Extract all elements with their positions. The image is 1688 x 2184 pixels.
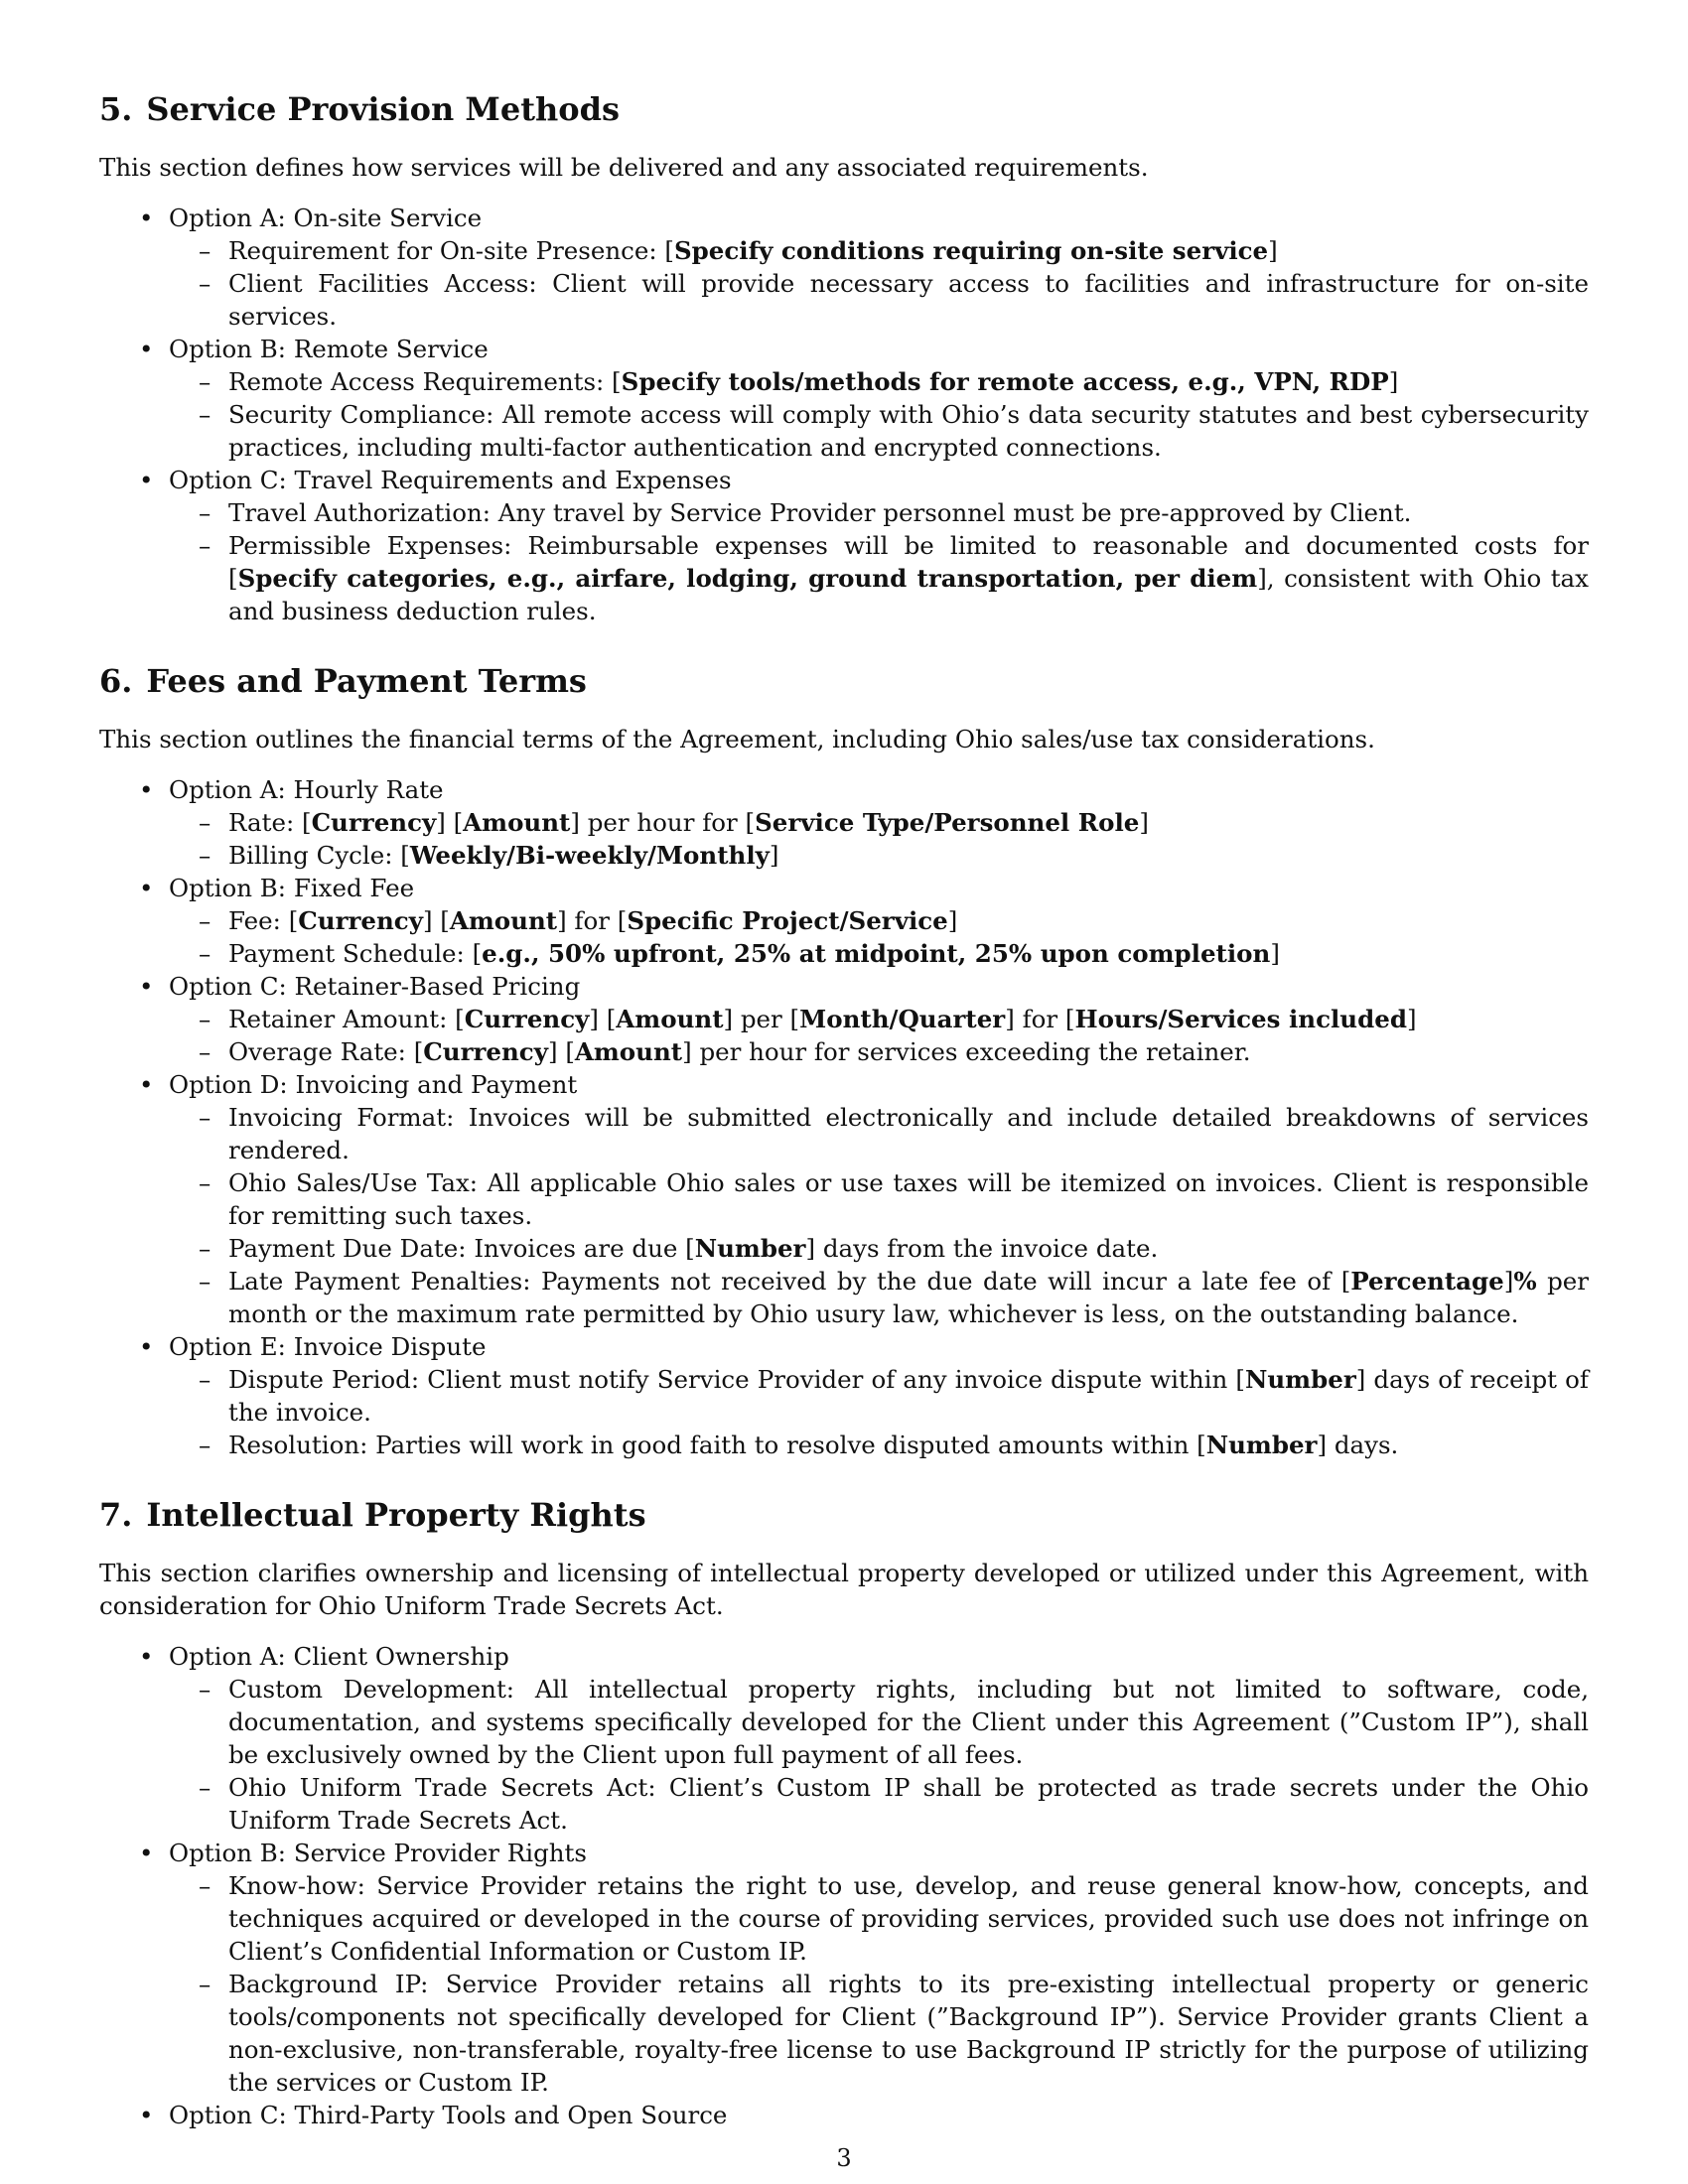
placeholder-text: Number bbox=[1205, 1431, 1318, 1459]
option-label: Option D: Invoicing and Payment bbox=[169, 1070, 578, 1099]
text-run: Invoicing Format: Invoices will be submitted electronically and include detailed breakdowns of services rendered. bbox=[228, 1103, 1589, 1164]
option-item bbox=[99, 2099, 1589, 2131]
placeholder-text: Specify categories, e.g., airfare, lodging, ground transportation, per diem bbox=[237, 564, 1258, 593]
text-run: Resolution: Parties will work in good faith to resolve disputed amounts within [ bbox=[228, 1431, 1206, 1459]
sub-item bbox=[169, 839, 1589, 872]
sub-list bbox=[169, 1003, 1589, 1068]
placeholder-text: Currency bbox=[311, 808, 437, 837]
text-run: Rate: [ bbox=[228, 808, 312, 837]
section-title: Service Provision Methods bbox=[146, 90, 620, 128]
text-run: Ohio Uniform Trade Secrets Act: Client’s Custom IP shall be protected as trade secrets under the Ohio Uniform Trade Secrets Act. bbox=[228, 1773, 1589, 1835]
text-run: per month or the maximum rate permitted by Ohio usury law, whichever is less, on the outstanding balance. bbox=[228, 1267, 1589, 1328]
placeholder-text: Service Type/Personnel Role bbox=[755, 808, 1140, 837]
sub-item bbox=[169, 937, 1589, 970]
text-run: ] [ bbox=[436, 808, 464, 837]
option-list bbox=[99, 1640, 1589, 2131]
section-number: 7. bbox=[99, 1496, 133, 1534]
text-run: ] bbox=[1388, 367, 1399, 396]
text-run: Security Compliance: All remote access will comply with Ohio’s data security statutes and best cybersecurity practices, including multi-factor authentication and encrypted connections. bbox=[228, 400, 1589, 462]
text-run: ] bbox=[1139, 808, 1149, 837]
option-label: Option C: Travel Requirements and Expenses bbox=[169, 466, 732, 494]
text-run: ] for [ bbox=[557, 906, 628, 935]
option-label: Option B: Fixed Fee bbox=[169, 874, 415, 902]
placeholder-text: Weekly/Bi-weekly/Monthly bbox=[409, 841, 770, 870]
placeholder-text: e.g., 50% upfront, 25% at midpoint, 25% upon completion bbox=[482, 939, 1271, 968]
placeholder-text: Currency bbox=[298, 906, 423, 935]
text-run: Permissible Expenses: Reimbursable expenses will be limited to reasonable and documented costs for [ bbox=[228, 531, 1589, 593]
text-run: Overage Rate: [ bbox=[228, 1037, 424, 1066]
text-run: ] bbox=[1270, 939, 1280, 968]
sub-list bbox=[169, 1101, 1589, 1330]
option-item bbox=[99, 333, 1589, 464]
placeholder-text: Amount bbox=[449, 906, 558, 935]
sub-list bbox=[169, 496, 1589, 627]
section-title: Intellectual Property Rights bbox=[146, 1496, 646, 1534]
sub-item bbox=[169, 1101, 1589, 1166]
text-run: ] [ bbox=[422, 906, 450, 935]
sub-item bbox=[169, 496, 1589, 529]
sub-item bbox=[169, 1363, 1589, 1429]
text-run: ] bbox=[769, 841, 779, 870]
text-run: ] days. bbox=[1317, 1431, 1399, 1459]
placeholder-text: Number bbox=[694, 1234, 806, 1263]
option-item bbox=[99, 1330, 1589, 1461]
sub-item bbox=[169, 1265, 1589, 1330]
option-list bbox=[99, 773, 1589, 1461]
option-label: Option C: Retainer-Based Pricing bbox=[169, 972, 581, 1001]
text-run: ] per hour for [ bbox=[570, 808, 756, 837]
text-run: ] bbox=[947, 906, 958, 935]
placeholder-text: Currency bbox=[464, 1005, 590, 1033]
placeholder-text: Specific Project/Service bbox=[627, 906, 948, 935]
section-5 bbox=[99, 89, 1589, 627]
sub-item bbox=[169, 398, 1589, 464]
placeholder-text: Specify tools/methods for remote access, e.g., VPN, RDP bbox=[621, 367, 1389, 396]
text-run: Dispute Period: Client must notify Service Provider of any invoice dispute within [ bbox=[228, 1365, 1245, 1394]
text-run: Payment Schedule: [ bbox=[228, 939, 483, 968]
sub-item bbox=[169, 806, 1589, 839]
option-item bbox=[99, 1837, 1589, 2099]
sub-item bbox=[169, 529, 1589, 627]
text-run: ] [ bbox=[547, 1037, 575, 1066]
section-intro: This section outlines the financial terms of the Agreement, including Ohio sales/use tax considerations. bbox=[99, 725, 1375, 753]
option-label: Option A: On-site Service bbox=[169, 204, 483, 232]
option-item bbox=[99, 202, 1589, 333]
sub-item bbox=[169, 1166, 1589, 1232]
text-run: Requirement for On-site Presence: [ bbox=[228, 236, 674, 265]
text-run: ] bbox=[1406, 1005, 1417, 1033]
section-heading bbox=[99, 1495, 1589, 1535]
page-number: 3 bbox=[836, 2144, 852, 2172]
sub-list bbox=[169, 1363, 1589, 1461]
text-run: ] days of receipt of the invoice. bbox=[228, 1365, 1589, 1427]
text-run: ] bbox=[1503, 1267, 1514, 1296]
section-number: 6. bbox=[99, 662, 133, 700]
sub-list bbox=[169, 365, 1589, 464]
sub-list bbox=[169, 904, 1589, 970]
sub-list bbox=[169, 1869, 1589, 2099]
placeholder-text: Amount bbox=[616, 1005, 724, 1033]
section-heading bbox=[99, 661, 1589, 701]
text-run: Custom Development: All intellectual property rights, including but not limited to software, code, documentation, and systems specifically developed for the Client under this Agreement (”Custom IP”), shall be exclusively owned by the Client upon full payment of all fees. bbox=[228, 1675, 1589, 1769]
sub-item bbox=[169, 365, 1589, 398]
section-intro: This section defines how services will be delivered and any associated requirements. bbox=[99, 153, 1149, 182]
text-run: ] per hour for services exceeding the retainer. bbox=[682, 1037, 1251, 1066]
option-label: Option B: Service Provider Rights bbox=[169, 1839, 587, 1867]
text-run: Travel Authorization: Any travel by Service Provider personnel must be pre-approved by Client. bbox=[228, 498, 1412, 527]
section-7 bbox=[99, 1495, 1589, 2131]
sub-item bbox=[169, 1429, 1589, 1461]
option-item bbox=[99, 1068, 1589, 1330]
sub-list bbox=[169, 1673, 1589, 1837]
sub-item bbox=[169, 234, 1589, 267]
text-run: ] [ bbox=[589, 1005, 617, 1033]
placeholder-text: Hours/Services included bbox=[1074, 1005, 1407, 1033]
section-6 bbox=[99, 661, 1589, 1461]
option-label: Option E: Invoice Dispute bbox=[169, 1332, 487, 1361]
text-run: ] per [ bbox=[723, 1005, 800, 1033]
sub-item bbox=[169, 1673, 1589, 1771]
placeholder-text: Number bbox=[1244, 1365, 1356, 1394]
option-list bbox=[99, 202, 1589, 627]
text-run: Billing Cycle: [ bbox=[228, 841, 410, 870]
sub-item bbox=[169, 1869, 1589, 1968]
sub-item bbox=[169, 904, 1589, 937]
sub-list bbox=[169, 234, 1589, 333]
placeholder-text: Amount bbox=[463, 808, 571, 837]
text-run: ], consistent with Ohio tax and business deduction rules. bbox=[228, 564, 1589, 625]
text-run: Payment Due Date: Invoices are due [ bbox=[228, 1234, 695, 1263]
option-item bbox=[99, 970, 1589, 1068]
option-label: Option A: Hourly Rate bbox=[169, 775, 444, 804]
text-run: ] days from the invoice date. bbox=[805, 1234, 1159, 1263]
option-item bbox=[99, 773, 1589, 872]
document-page bbox=[99, 89, 1589, 2165]
section-number: 5. bbox=[99, 90, 133, 128]
sub-list bbox=[169, 806, 1589, 872]
text-run: Know-how: Service Provider retains the right to use, develop, and reuse general know-how, concepts, and techniques acquired or developed in the course of providing services, provided such use does not infringe on Client’s Confidential Information or Custom IP. bbox=[228, 1871, 1589, 1966]
option-item bbox=[99, 464, 1589, 627]
sub-item bbox=[169, 1232, 1589, 1265]
text-run: ] for [ bbox=[1005, 1005, 1075, 1033]
section-heading bbox=[99, 89, 1589, 129]
sub-item bbox=[169, 1771, 1589, 1837]
option-label: Option A: Client Ownership bbox=[169, 1642, 509, 1671]
section-intro: This section clarifies ownership and licensing of intellectual property developed or utilized under this Agreement, with consideration for Ohio Uniform Trade Secrets Act. bbox=[99, 1559, 1589, 1620]
option-item bbox=[99, 872, 1589, 970]
text-run: ] bbox=[1268, 236, 1278, 265]
option-label: Option B: Remote Service bbox=[169, 335, 489, 363]
text-run: Retainer Amount: [ bbox=[228, 1005, 465, 1033]
placeholder-text: % bbox=[1513, 1267, 1537, 1296]
option-item bbox=[99, 1640, 1589, 1837]
placeholder-text: Currency bbox=[423, 1037, 548, 1066]
text-run: Client Facilities Access: Client will provide necessary access to facilities and infrastructure for on-site services. bbox=[228, 269, 1589, 331]
sub-item bbox=[169, 1035, 1589, 1068]
placeholder-text: Specify conditions requiring on-site service bbox=[673, 236, 1269, 265]
text-run: Background IP: Service Provider retains all rights to its pre-existing intellectual property or generic tools/components not specifically developed for Client (”Background IP”). Service Provider grants Client a non-exclusive, non-transferable, royalty-free license to use Background IP strictly for the purpose of utilizing the services or Custom IP. bbox=[228, 1970, 1589, 2097]
text-run: Ohio Sales/Use Tax: All applicable Ohio sales or use taxes will be itemized on invoices. Client is responsible for remitting such taxes. bbox=[228, 1168, 1589, 1230]
text-run: Late Payment Penalties: Payments not received by the due date will incur a late fee of [ bbox=[228, 1267, 1351, 1296]
placeholder-text: Percentage bbox=[1350, 1267, 1504, 1296]
text-run: Fee: [ bbox=[228, 906, 299, 935]
placeholder-text: Month/Quarter bbox=[799, 1005, 1006, 1033]
sub-item bbox=[169, 1003, 1589, 1035]
option-label: Option C: Third-Party Tools and Open Source bbox=[169, 2101, 728, 2129]
text-run: Remote Access Requirements: [ bbox=[228, 367, 622, 396]
sub-item bbox=[169, 267, 1589, 333]
placeholder-text: Amount bbox=[574, 1037, 683, 1066]
sub-item bbox=[169, 1968, 1589, 2099]
section-title: Fees and Payment Terms bbox=[146, 662, 587, 700]
